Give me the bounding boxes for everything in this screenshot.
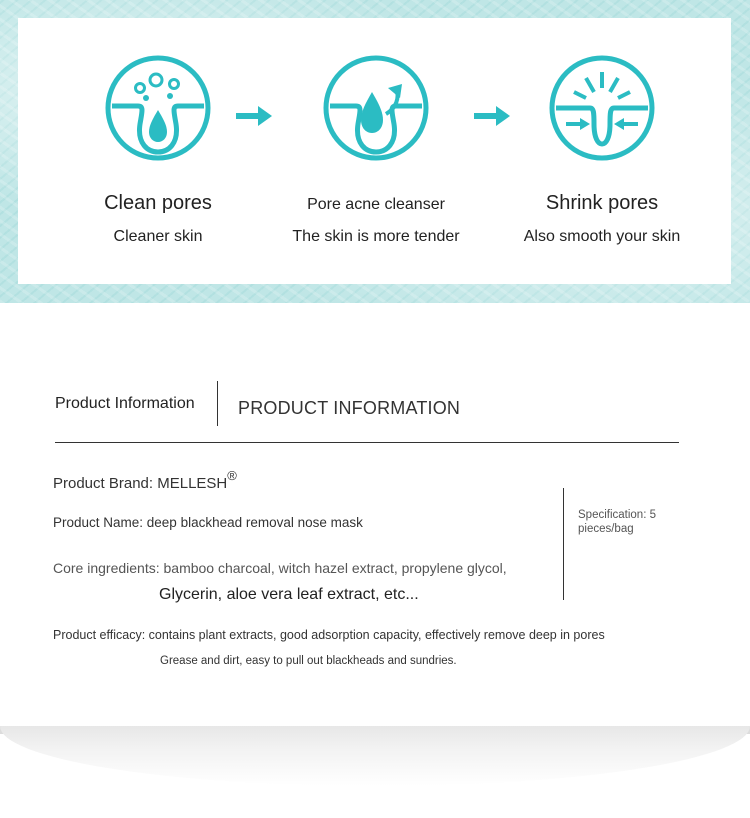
arrow-right-icon	[236, 106, 272, 126]
footer-wave	[0, 726, 750, 786]
divider	[563, 488, 564, 600]
section-rule	[55, 442, 679, 443]
section-title: Product Information	[55, 395, 195, 412]
step-subtitle: The skin is more tender	[292, 228, 460, 245]
specification: Specification: 5 pieces/bag	[578, 509, 656, 535]
arrow-right-icon	[474, 106, 510, 126]
core-ingredients-continued: Glycerin, aloe vera leaf extract, etc...	[159, 586, 419, 603]
step-subtitle: Also smooth your skin	[523, 228, 681, 245]
pore-extract-icon	[322, 54, 430, 162]
core-ingredients: Core ingredients: bamboo charcoal, witch hazel extract, propylene glycol,	[53, 560, 507, 576]
hero-banner	[0, 0, 750, 303]
registered-mark: ®	[227, 468, 237, 483]
benefits-card	[18, 18, 731, 284]
product-name: Product Name: deep blackhead removal nose mask	[53, 515, 363, 530]
pore-shrink-icon	[548, 54, 656, 162]
pore-bubbles-icon	[104, 54, 212, 162]
divider	[217, 381, 218, 426]
product-efficacy: Product efficacy: contains plant extracts, good adsorption capacity, effectively remove deep in pores	[53, 628, 605, 642]
step-subtitle: Cleaner skin	[113, 228, 203, 245]
section-subtitle: PRODUCT INFORMATION	[238, 398, 461, 418]
product-brand	[53, 470, 237, 492]
brand-label: Product Brand: MELLESH	[53, 475, 228, 492]
step-title: Shrink pores	[545, 192, 659, 214]
step-title: Pore acne cleanser	[307, 196, 445, 213]
step-title: Clean pores	[104, 192, 212, 214]
product-efficacy-continued: Grease and dirt, easy to pull out blackheads and sundries.	[160, 655, 457, 667]
